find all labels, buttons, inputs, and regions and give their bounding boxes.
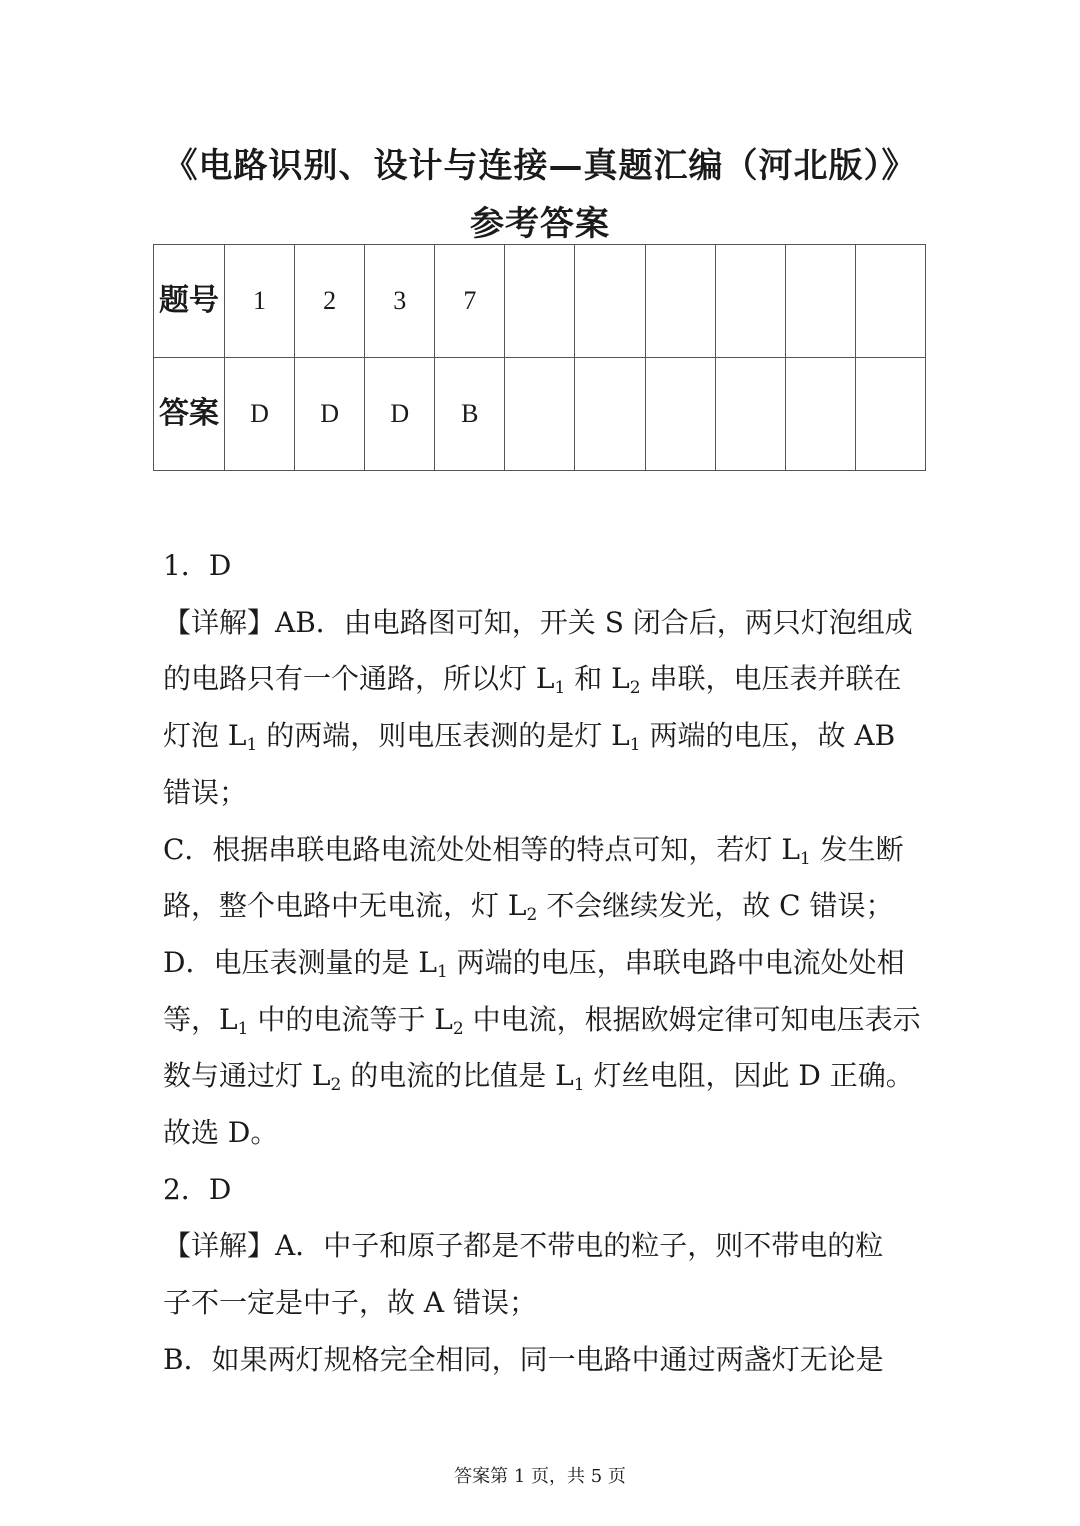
q1-line: 路，整个电路中无电流，灯 $L_2$ 不会继续发光，故 C 错误；: [163, 889, 894, 926]
table-row-numbers: [154, 245, 926, 358]
table-cell: [855, 245, 925, 358]
table-cell: D: [365, 358, 435, 471]
q1-line: 数与通过灯 $L_2$ 的电流的比值是 $L_1$ 灯丝电阻，因此 D 正确。: [163, 1059, 914, 1096]
q1-line: 等，$L_1$ 中的电流等于 $L_2$ 中电流，根据欧姆定律可知电压表示: [163, 1002, 921, 1039]
table-cell: [505, 245, 575, 358]
document-subtitle: 参考答案: [470, 204, 610, 244]
q1-line: 故选 D。: [163, 1116, 279, 1150]
table-cell: 3: [365, 245, 435, 358]
table-cell: [575, 245, 645, 358]
page-footer: 答案第 1 页，共 5 页: [454, 1466, 626, 1487]
table-cell: D: [295, 358, 365, 471]
table-cell: 7: [435, 245, 505, 358]
answer-explanations: [163, 538, 923, 1389]
table-cell: [785, 358, 855, 471]
table-cell: D: [225, 358, 295, 471]
table-cell: [645, 358, 715, 471]
q1-line: 灯泡 $L_1$ 的两端，则电压表测的是灯 $L_1$ 两端的电压，故 AB: [163, 719, 896, 756]
q2-line: 【详解】A．中子和原子都是不带电的粒子，则不带电的粒: [163, 1229, 884, 1263]
answer-table: [153, 244, 926, 471]
row-header-number: 题号: [154, 245, 225, 358]
q2-line: 子不一定是中子，故 A 错误；: [163, 1286, 538, 1320]
q1-line: 错误；: [163, 775, 248, 809]
table-cell: [785, 245, 855, 358]
table-cell: 1: [225, 245, 295, 358]
q1-line: C．根据串联电路电流处处相等的特点可知，若灯 $L_1$ 发生断: [163, 832, 904, 869]
table-row-answers: [154, 358, 926, 471]
q1-line: D．电压表测量的是 $L_1$ 两端的电压，串联电路中电流处处相: [163, 945, 905, 982]
table-cell: [715, 358, 785, 471]
table-cell: [505, 358, 575, 471]
q2-heading: 2．D: [163, 1172, 232, 1206]
table-cell: B: [435, 358, 505, 471]
q1-line: 【详解】AB．由电路图可知，开关 S 闭合后，两只灯泡组成: [163, 605, 913, 639]
document-title: 《电路识别、设计与连接—真题汇编（河北版）》: [163, 146, 917, 186]
table-cell: [575, 358, 645, 471]
table-cell: [715, 245, 785, 358]
q2-line: B．如果两灯规格完全相同，同一电路中通过两盏灯无论是: [163, 1342, 884, 1376]
q1-line: 的电路只有一个通路，所以灯 $L_1$ 和 $L_2$ 串联，电压表并联在: [163, 662, 902, 699]
row-header-answer: 答案: [154, 358, 225, 471]
table-cell: 2: [295, 245, 365, 358]
table-cell: [645, 245, 715, 358]
q1-heading: 1．D: [163, 549, 232, 582]
table-cell: [855, 358, 925, 471]
